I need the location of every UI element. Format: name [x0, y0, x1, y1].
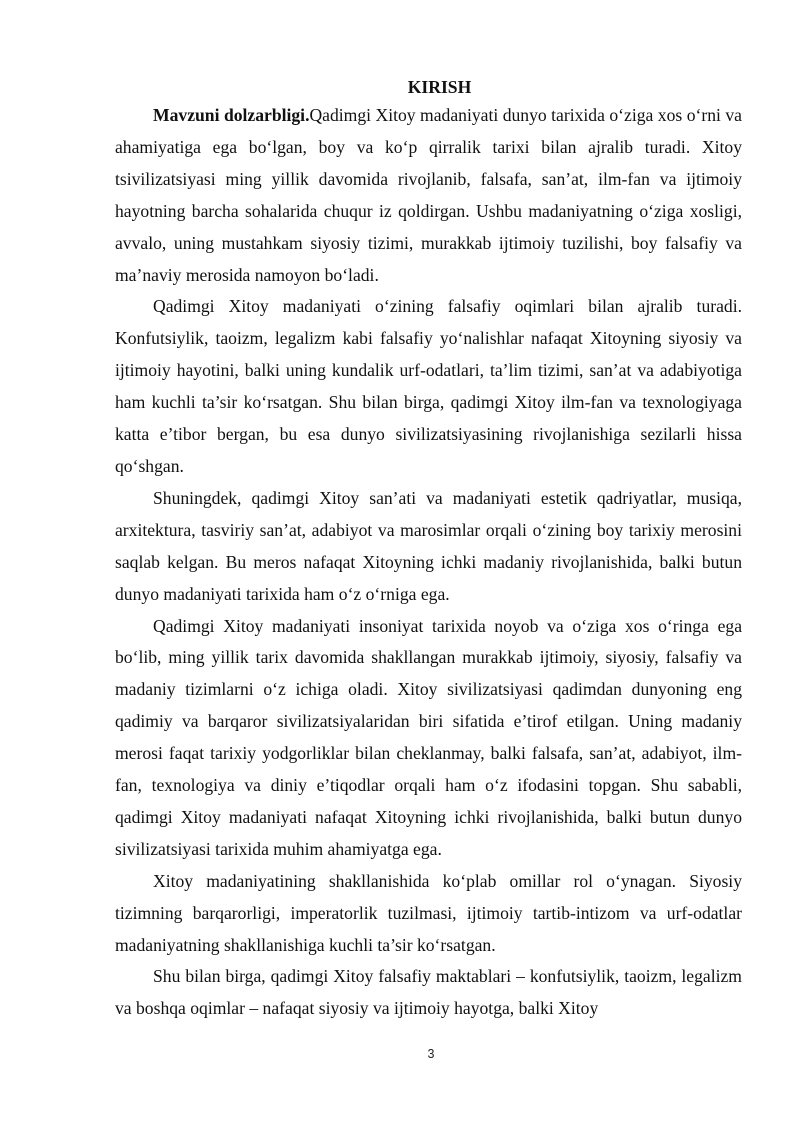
paragraph: Shuningdek, qadimgi Xitoy san’ati va madaniyati estetik qadriyatlar, musiqa, arxitektura, tasviriy san’at, adabiyot va marosimlar orqali o‘zining boy tarixiy merosini saqlab kelgan. Bu meros nafaqat Xitoyning ichki madaniy rivojlanishida, balki butun dunyo madaniyati tarixida ham o‘z o‘rniga ega.: [115, 487, 742, 604]
paragraph-intro: [115, 100, 742, 291]
paragraph: Qadimgi Xitoy madaniyati insoniyat tarixida noyob va o‘ziga xos o‘ringa ega bo‘lib, ming yillik tarix davomida shakllangan murakkab ijtimoiy, siyosiy, falsafiy va madaniy tizimlarni o‘z ichiga oladi. Xitoy sivilizatsiyasi qadimdan dunyoning eng qadimiy va barqaror sivilizatsiyalaridan biri sifatida e’tirof etilgan. Uning madaniy merosi faqat tarixiy yodgorliklar bilan cheklanmay, balki falsafa, san’at, adabiyot, ilm-fan, texnologiya va diniy e’tiqodlar orqali ham o‘z ifodasini topgan. Shu sababli, qadimgi Xitoy madaniyati nafaqat Xitoyning ichki rivojlanishida, balki butun dunyo sivilizatsiyasi tarixida muhim ahamiyatga ega.: [115, 615, 742, 859]
paragraph: Xitoy madaniyatining shakllanishida ko‘plab omillar rol o‘ynagan. Siyosiy tizimning barqarorligi, imperatorlik tuzilmasi, ijtimoiy tartib-intizom va urf-odatlar madaniyatning shakllanishiga kuchli ta’sir ko‘rsatgan.: [115, 870, 742, 955]
paragraph: Qadimgi Xitoy madaniyati o‘zining falsafiy oqimlari bilan ajralib turadi. Konfutsiylik, taoizm, legalizm kabi falsafiy yo‘nalishlar nafaqat Xitoyning siyosiy va ijtimoiy hayotini, balki uning kundalik urf-odatlari, ta’lim tizimi, san’at va adabiyotiga ham kuchli ta’sir ko‘rsatgan. Shu bilan birga, qadimgi Xitoy ilm-fan va texnologiyaga katta e’tibor bergan, bu esa dunyo sivilizatsiyasining rivojlanishiga sezilarli hissa qo‘shgan.: [115, 296, 742, 476]
intro-text: Qadimgi Xitoy madaniyati dunyo tarixida o‘ziga xos o‘rni va ahamiyatiga ega bo‘lgan, boy va ko‘p qirralik tarixi bilan ajralib turadi. Xitoy tsivilizatsiyasi ming yillik davomida rivojlanib, falsafa, san’at, ilm-fan va ijtimoiy hayotning barcha sohalarida chuqur iz qoldirgan. Ushbu madaniyatning o‘ziga xosligi, avvalo, uning mustahkam siyosiy tizimi, murakkab ijtimoiy tuzilishi, boy falsafiy va ma’naviy merosida namoyon bo‘ladi.: [115, 105, 742, 285]
document-body: [115, 74, 742, 1025]
page-number: 3: [427, 1047, 435, 1061]
paragraph: Shu bilan birga, qadimgi Xitoy falsafiy maktablari – konfutsiylik, taoizm, legalizm va boshqa oqimlar – nafaqat siyosiy va ijtimoiy hayotga, balki Xitoy: [115, 966, 742, 1019]
intro-lead: Mavzuni dolzarbligi.: [153, 105, 310, 125]
section-heading: KIRISH: [407, 77, 472, 97]
